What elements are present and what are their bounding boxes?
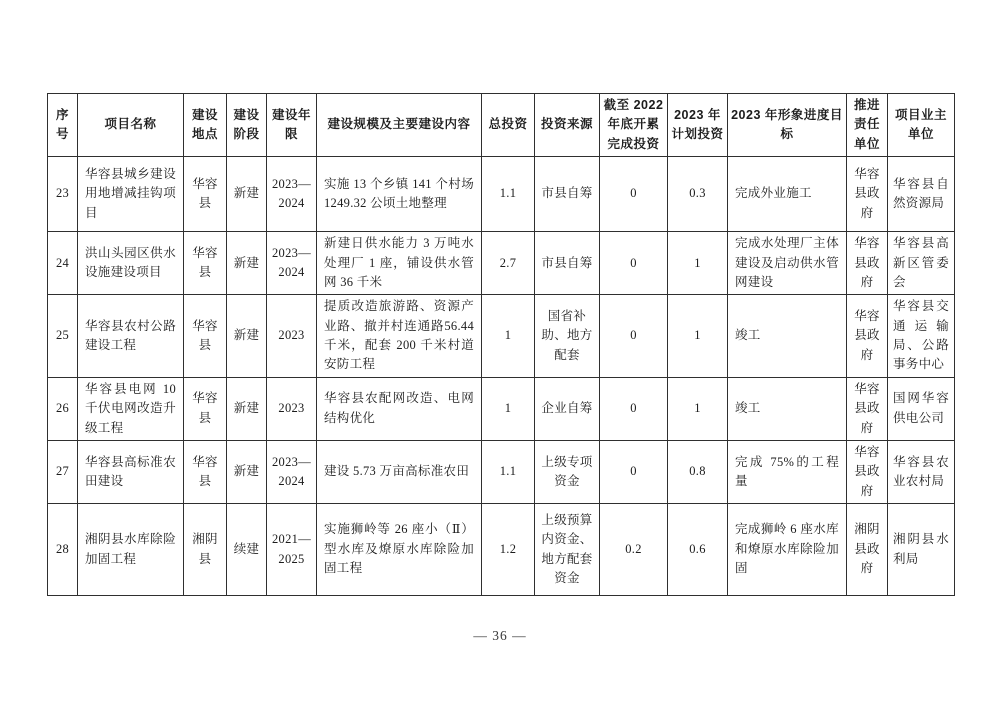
cell-seq: 23 <box>48 157 78 232</box>
cell-project-name: 华容县城乡建设用地增减挂钩项目 <box>78 157 184 232</box>
cell-seq: 27 <box>48 440 78 503</box>
cell-source: 市县自筹 <box>535 232 600 295</box>
cell-source: 企业自筹 <box>535 377 600 440</box>
cell-location: 湘阴县 <box>184 504 227 596</box>
cell-stage: 新建 <box>227 377 267 440</box>
cell-stage: 新建 <box>227 232 267 295</box>
table-row <box>48 295 955 378</box>
header-location: 建设地点 <box>184 94 227 157</box>
table-row <box>48 377 955 440</box>
table-row <box>48 504 955 596</box>
cell-total-investment: 1.1 <box>482 157 535 232</box>
table-row <box>48 232 955 295</box>
cell-period: 2023—2024 <box>267 157 317 232</box>
table-row <box>48 157 955 232</box>
cell-target-2023: 完成外业施工 <box>728 157 847 232</box>
cell-target-2023: 完成狮岭 6 座水库和燎原水库除险加固 <box>728 504 847 596</box>
cell-period: 2023 <box>267 295 317 378</box>
cell-location: 华容县 <box>184 440 227 503</box>
cell-period: 2023—2024 <box>267 232 317 295</box>
cell-content: 实施狮岭等 26 座小（Ⅱ）型水库及燎原水库除险加固工程 <box>317 504 482 596</box>
cell-content: 新建日供水能力 3 万吨水处理厂 1 座，铺设供水管网 36 千米 <box>317 232 482 295</box>
cell-responsible: 湘阴县政府 <box>847 504 888 596</box>
cell-source: 市县自筹 <box>535 157 600 232</box>
cell-completed-by-2022: 0 <box>600 440 668 503</box>
header-owner: 项目业主单位 <box>888 94 955 157</box>
cell-stage: 新建 <box>227 295 267 378</box>
cell-owner: 华容县自然资源局 <box>888 157 955 232</box>
cell-completed-by-2022: 0 <box>600 157 668 232</box>
cell-total-investment: 1 <box>482 295 535 378</box>
cell-planned-2023: 1 <box>668 377 728 440</box>
cell-planned-2023: 0.8 <box>668 440 728 503</box>
cell-project-name: 湘阴县水库除险加固工程 <box>78 504 184 596</box>
cell-responsible: 华容县政府 <box>847 377 888 440</box>
cell-completed-by-2022: 0 <box>600 295 668 378</box>
cell-responsible: 华容县政府 <box>847 232 888 295</box>
cell-content: 华容县农配网改造、电网结构优化 <box>317 377 482 440</box>
header-source: 投资来源 <box>535 94 600 157</box>
cell-target-2023: 竣工 <box>728 295 847 378</box>
project-table <box>47 93 955 596</box>
cell-owner: 华容县高新区管委会 <box>888 232 955 295</box>
header-project-name: 项目名称 <box>78 94 184 157</box>
cell-source: 上级预算内资金、地方配套资金 <box>535 504 600 596</box>
cell-location: 华容县 <box>184 157 227 232</box>
cell-seq: 26 <box>48 377 78 440</box>
header-responsible: 推进责任单位 <box>847 94 888 157</box>
cell-content: 提质改造旅游路、资源产业路、撤并村连通路56.44千米，配套 200 千米村道安防工程 <box>317 295 482 378</box>
header-stage: 建设阶段 <box>227 94 267 157</box>
cell-target-2023: 完成 75%的工程量 <box>728 440 847 503</box>
cell-responsible: 华容县政府 <box>847 295 888 378</box>
cell-period: 2021—2025 <box>267 504 317 596</box>
cell-total-investment: 1 <box>482 377 535 440</box>
cell-project-name: 华容县电网 10 千伏电网改造升级工程 <box>78 377 184 440</box>
header-total-investment: 总投资 <box>482 94 535 157</box>
cell-location: 华容县 <box>184 295 227 378</box>
cell-stage: 新建 <box>227 157 267 232</box>
cell-responsible: 华容县政府 <box>847 440 888 503</box>
cell-owner: 华容县农业农村局 <box>888 440 955 503</box>
cell-source: 国省补助、地方配套 <box>535 295 600 378</box>
cell-owner: 湘阴县水利局 <box>888 504 955 596</box>
cell-total-investment: 1.2 <box>482 504 535 596</box>
cell-seq: 24 <box>48 232 78 295</box>
cell-content: 实施 13 个乡镇 141 个村场 1249.32 公顷土地整理 <box>317 157 482 232</box>
cell-stage: 新建 <box>227 440 267 503</box>
table-row <box>48 440 955 503</box>
cell-completed-by-2022: 0 <box>600 377 668 440</box>
cell-project-name: 洪山头园区供水设施建设项目 <box>78 232 184 295</box>
cell-planned-2023: 0.3 <box>668 157 728 232</box>
cell-planned-2023: 1 <box>668 232 728 295</box>
table-header-row <box>48 94 955 157</box>
cell-completed-by-2022: 0 <box>600 232 668 295</box>
header-completed-by-2022: 截至 2022 年底开累完成投资 <box>600 94 668 157</box>
cell-source: 上级专项资金 <box>535 440 600 503</box>
page-number: — 36 — <box>473 628 527 643</box>
cell-responsible: 华容县政府 <box>847 157 888 232</box>
cell-location: 华容县 <box>184 232 227 295</box>
header-period: 建设年限 <box>267 94 317 157</box>
cell-project-name: 华容县农村公路建设工程 <box>78 295 184 378</box>
cell-target-2023: 竣工 <box>728 377 847 440</box>
header-planned-2023: 2023 年计划投资 <box>668 94 728 157</box>
cell-owner: 华容县交通运输局、公路事务中心 <box>888 295 955 378</box>
cell-completed-by-2022: 0.2 <box>600 504 668 596</box>
header-content: 建设规模及主要建设内容 <box>317 94 482 157</box>
cell-project-name: 华容县高标准农田建设 <box>78 440 184 503</box>
cell-planned-2023: 1 <box>668 295 728 378</box>
header-target-2023: 2023 年形象进度目标 <box>728 94 847 157</box>
cell-content: 建设 5.73 万亩高标准农田 <box>317 440 482 503</box>
cell-planned-2023: 0.6 <box>668 504 728 596</box>
cell-period: 2023—2024 <box>267 440 317 503</box>
cell-target-2023: 完成水处理厂主体建设及启动供水管网建设 <box>728 232 847 295</box>
cell-location: 华容县 <box>184 377 227 440</box>
cell-owner: 国网华容供电公司 <box>888 377 955 440</box>
header-seq: 序号 <box>48 94 78 157</box>
cell-total-investment: 2.7 <box>482 232 535 295</box>
cell-stage: 续建 <box>227 504 267 596</box>
cell-seq: 28 <box>48 504 78 596</box>
cell-total-investment: 1.1 <box>482 440 535 503</box>
cell-seq: 25 <box>48 295 78 378</box>
cell-period: 2023 <box>267 377 317 440</box>
